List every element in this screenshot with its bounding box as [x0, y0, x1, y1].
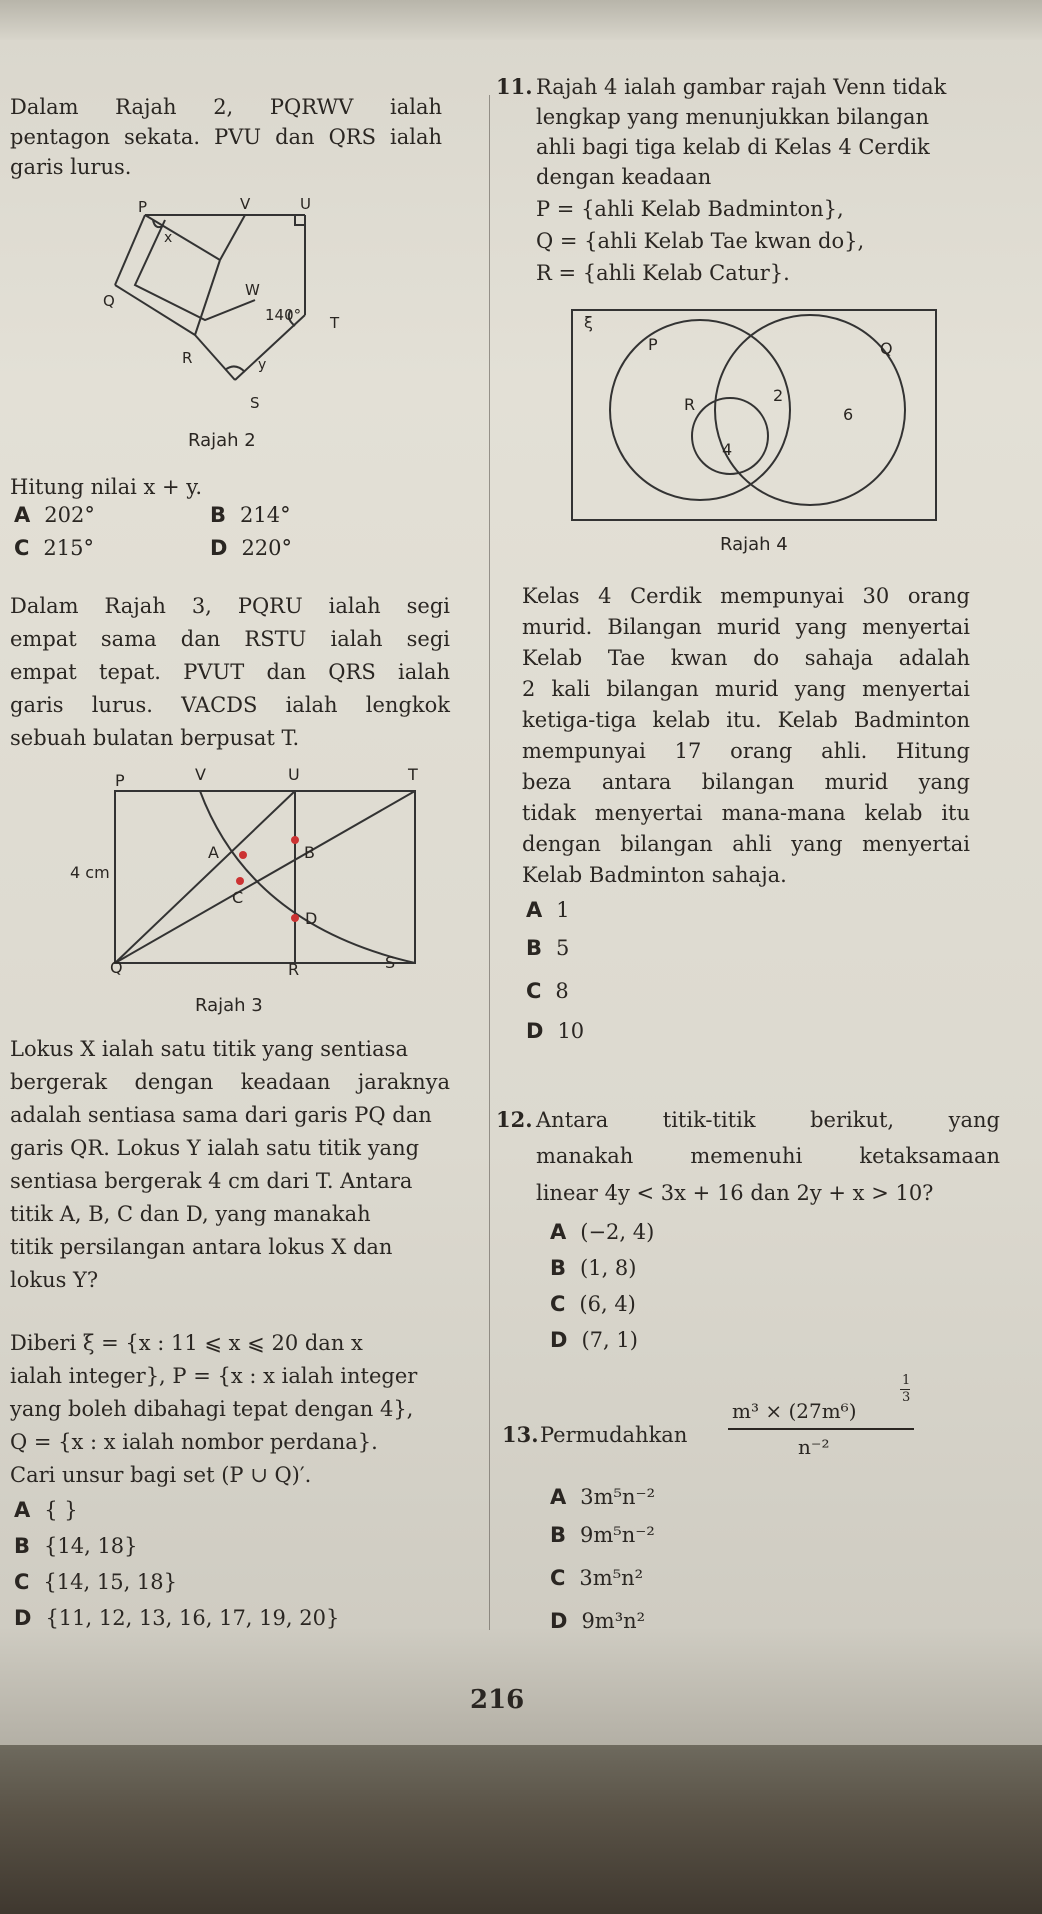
option-d[interactable]: D 10 [526, 1019, 585, 1043]
label-t: T [408, 765, 418, 784]
option-d[interactable]: D {11, 12, 13, 16, 17, 19, 20} [14, 1606, 340, 1630]
option-a[interactable]: A 202° [14, 503, 95, 527]
question-line: ketiga-tiga kelab itu. Kelab Badminton [522, 708, 970, 732]
question-line: ialah integer}, P = {x : x ialah integer [10, 1364, 418, 1388]
exponent-numerator: 1 [902, 1373, 911, 1388]
question-line: murid. Bilangan murid yang menyertai [522, 615, 970, 639]
venn-universal-label: ξ [584, 313, 593, 332]
label-a: A [208, 843, 219, 862]
venn-label-p: P [648, 335, 658, 354]
square-rectangle-figure [95, 775, 425, 975]
label-p: P [115, 771, 125, 790]
question-line: titik A, B, C dan D, yang manakah [10, 1202, 371, 1226]
question-line: Antara titik-titik berikut, yang [536, 1108, 1000, 1132]
venn-label-q: Q [880, 339, 893, 358]
question-number: 12. [496, 1107, 533, 1132]
question-line: dengan bilangan ahli yang menyertai [522, 832, 970, 856]
figure-caption: Rajah 4 [720, 534, 788, 555]
question-line: Dalam Rajah 3, PQRU ialah segi [10, 594, 450, 618]
fraction-numerator: m³ × (27m⁶) [732, 1399, 857, 1423]
question-line: sentiasa bergerak 4 cm dari T. Antara [10, 1169, 413, 1193]
page-bottom-shadow [0, 1745, 1042, 1914]
label-v: V [240, 195, 251, 213]
question-line: Q = {x : x ialah nombor perdana}. [10, 1430, 378, 1454]
label-r: R [288, 960, 300, 979]
label-u: U [288, 765, 300, 784]
question-line: tidak menyertai mana-mana kelab itu [522, 801, 970, 825]
question-line: manakah memenuhi ketaksamaan [536, 1144, 1000, 1168]
venn-value-6: 6 [843, 405, 854, 424]
label-x: x [164, 230, 173, 246]
label-q: Q [110, 958, 123, 977]
label-y: y [258, 357, 267, 373]
question-line: Kelab Tae kwan do sahaja adalah [522, 646, 970, 670]
option-a[interactable]: A 1 [526, 898, 570, 922]
venn-value-2: 2 [773, 386, 784, 405]
option-c[interactable]: C (6, 4) [550, 1292, 636, 1316]
label-dimension: 4 cm [70, 863, 110, 882]
option-d[interactable]: D 9m³n² [550, 1609, 646, 1633]
option-d[interactable]: D 220° [210, 536, 293, 560]
option-a[interactable]: A { } [14, 1498, 78, 1522]
venn-label-r: R [684, 395, 696, 414]
question-line: ahli bagi tiga kelab di Kelas 4 Cerdik [536, 135, 930, 159]
option-a[interactable]: A (−2, 4) [550, 1220, 655, 1244]
question-line: adalah sentiasa sama dari garis PQ dan [10, 1103, 432, 1127]
option-a[interactable]: A 3m⁵n⁻² [550, 1485, 655, 1509]
figure-caption: Rajah 2 [188, 430, 256, 451]
option-c[interactable]: C 215° [14, 536, 95, 560]
column-divider [489, 95, 490, 1630]
option-c[interactable]: C 3m⁵n² [550, 1566, 644, 1590]
question-line: Lokus X ialah satu titik yang sentiasa [10, 1037, 408, 1061]
question-number: 11. [496, 74, 533, 99]
option-d[interactable]: D (7, 1) [550, 1328, 638, 1352]
label-r: R [182, 349, 193, 367]
figure-caption: Rajah 3 [195, 995, 263, 1016]
question-line: dengan keadaan [536, 165, 712, 189]
fraction-denominator: n⁻² [798, 1435, 830, 1459]
question-prompt: Hitung nilai x + y. [10, 475, 203, 499]
option-b[interactable]: B {14, 18} [14, 1534, 138, 1558]
pentagon-figure [95, 190, 355, 430]
label-v: V [195, 765, 206, 784]
label-u: U [300, 195, 311, 213]
venn-value-4: 4 [722, 440, 733, 459]
question-prompt: Permudahkan [540, 1423, 688, 1447]
question-line: Diberi ξ = {x : 11 ⩽ x ⩽ 20 dan x [10, 1331, 363, 1355]
set-definition: R = {ahli Kelab Catur}. [536, 261, 790, 285]
question-line: titik persilangan antara lokus X dan [10, 1235, 393, 1259]
label-s: S [385, 953, 396, 972]
question-line: garis lurus. [10, 155, 132, 179]
question-line: pentagon sekata. PVU dan QRS ialah [10, 125, 442, 149]
question-number: 13. [502, 1422, 539, 1447]
label-q: Q [103, 292, 115, 310]
question-line: garis lurus. VACDS ialah lengkok [10, 693, 450, 717]
question-line: mempunyai 17 orang ahli. Hitung [522, 739, 970, 763]
fraction-bar [728, 1428, 914, 1430]
question-line: linear 4y < 3x + 16 dan 2y + x > 10? [536, 1181, 934, 1205]
question-line: garis QR. Lokus Y ialah satu titik yang [10, 1136, 420, 1160]
option-c[interactable]: C {14, 15, 18} [14, 1570, 178, 1594]
label-d: D [305, 909, 318, 928]
page-top-shadow [0, 0, 1042, 40]
option-b[interactable]: B 9m⁵n⁻² [550, 1523, 655, 1547]
question-line: Kelas 4 Cerdik mempunyai 30 orang [522, 584, 970, 608]
label-c: C [232, 888, 244, 907]
question-line: lokus Y? [10, 1268, 99, 1292]
set-definition: P = {ahli Kelab Badminton}, [536, 197, 844, 221]
label-w: W [245, 281, 260, 299]
question-line: Cari unsur bagi set (P ∪ Q)′. [10, 1463, 312, 1487]
set-definition: Q = {ahli Kelab Tae kwan do}, [536, 229, 865, 253]
question-line: beza antara bilangan murid yang [522, 770, 970, 794]
question-line: empat sama dan RSTU ialah segi [10, 627, 450, 651]
question-line: Rajah 4 ialah gambar rajah Venn tidak [536, 75, 947, 99]
question-line: yang boleh dibahagi tepat dengan 4}, [10, 1397, 414, 1421]
question-line: empat tepat. PVUT dan QRS ialah [10, 660, 450, 684]
fraction-expression [728, 1374, 918, 1464]
question-line: sebuah bulatan berpusat T. [10, 726, 300, 750]
label-angle: 140° [265, 306, 302, 324]
label-t: T [330, 314, 340, 332]
label-s: S [250, 394, 260, 412]
question-line: bergerak dengan keadaan jaraknya [10, 1070, 450, 1094]
question-line: 2 kali bilangan murid yang menyertai [522, 677, 970, 701]
page-number: 216 [470, 1685, 525, 1715]
exponent-denominator: 3 [902, 1390, 911, 1405]
option-b[interactable]: B 214° [210, 503, 291, 527]
label-p: P [138, 198, 148, 216]
question-line: Kelab Badminton sahaja. [522, 863, 787, 887]
option-b[interactable]: B (1, 8) [550, 1256, 637, 1280]
question-line: lengkap yang menunjukkan bilangan [536, 105, 930, 129]
option-b[interactable]: B 5 [526, 936, 570, 960]
label-b: B [304, 843, 315, 862]
question-line: Dalam Rajah 2, PQRWV ialah [10, 95, 442, 119]
option-c[interactable]: C 8 [526, 979, 569, 1003]
